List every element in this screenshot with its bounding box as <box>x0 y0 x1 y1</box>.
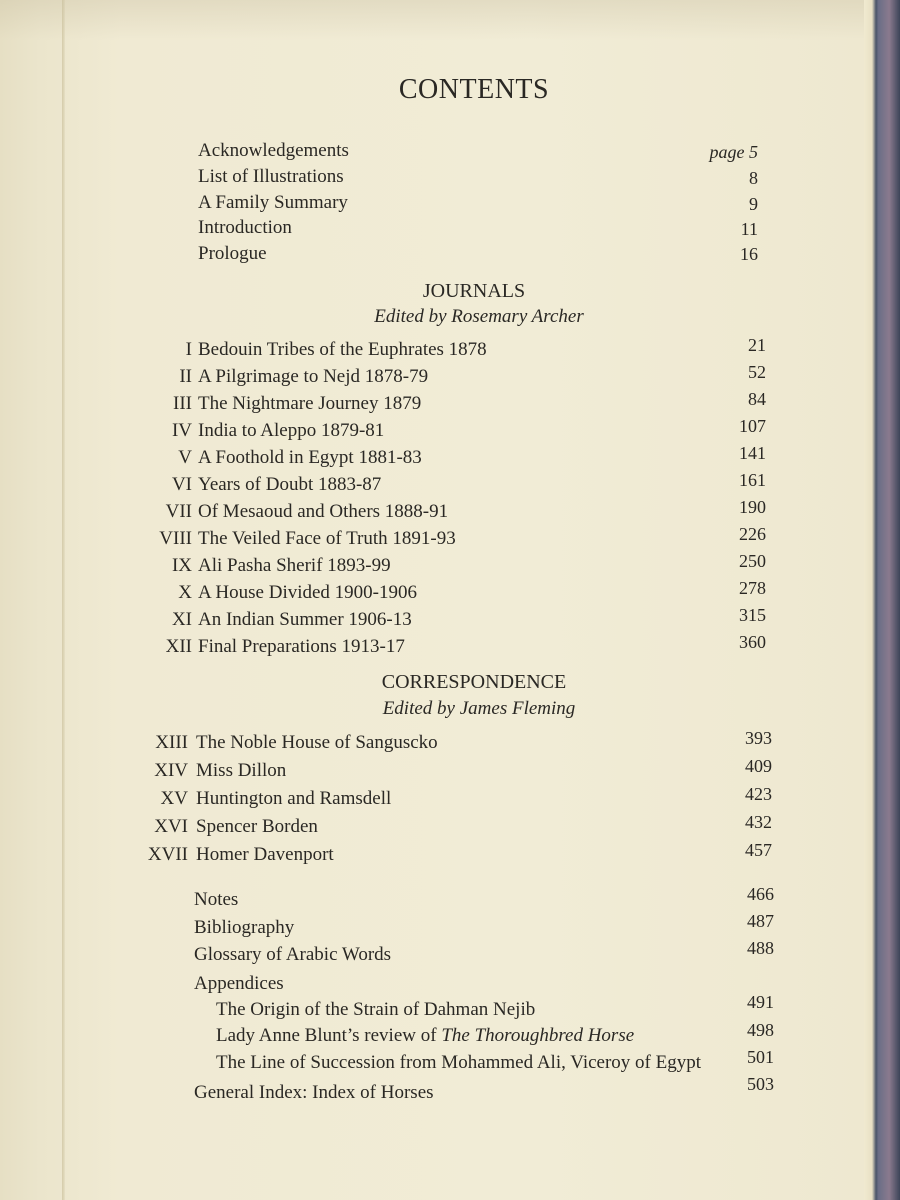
back-item-page: 487 <box>747 911 774 931</box>
front-item-page: page 5 <box>709 142 758 162</box>
front-item-title: Prologue <box>198 243 267 264</box>
chapter-title: India to Aleppo 1879-81 <box>198 420 385 441</box>
chapter-number: XI <box>171 609 192 630</box>
front-item-page: 9 <box>749 194 758 214</box>
chapter-title: Bedouin Tribes of the Euphrates 1878 <box>198 339 487 360</box>
back-item-title: Bibliography <box>194 917 295 938</box>
chapter-number: XII <box>165 636 192 657</box>
chapter-number: I <box>185 339 192 360</box>
chapter-page: 423 <box>745 784 772 804</box>
chapter-title: The Veiled Face of Truth 1891-93 <box>198 528 456 549</box>
chapter-title: Homer Davenport <box>196 844 334 865</box>
back-item-page: 466 <box>747 884 774 904</box>
contents-heading: CONTENTS <box>398 74 550 105</box>
appendix-title: The Line of Succession from Mohammed Ali, Viceroy of Egypt <box>216 1052 702 1073</box>
chapter-page: 84 <box>748 389 766 409</box>
chapter-page: 360 <box>739 632 766 652</box>
chapter-number: XIII <box>155 732 188 753</box>
appendix-title: The Origin of the Strain of Dahman Nejib <box>216 999 536 1020</box>
chapter-number: V <box>178 447 192 468</box>
chapter-number: XVI <box>154 816 188 837</box>
front-item-page: 8 <box>749 168 758 188</box>
chapter-page: 409 <box>745 756 772 776</box>
journals-heading: JOURNALS <box>422 280 526 302</box>
chapter-number: XIV <box>154 760 188 781</box>
front-item-title: Introduction <box>198 217 292 238</box>
front-item-page: 11 <box>740 219 758 239</box>
chapter-number: XVII <box>147 844 188 865</box>
chapter-number: VII <box>165 501 192 522</box>
front-item-title: A Family Summary <box>198 192 348 213</box>
chapter-page: 21 <box>748 335 766 355</box>
front-item-title: Acknowledgements <box>198 140 349 161</box>
chapter-number: IV <box>171 420 192 441</box>
chapter-number: VIII <box>159 528 192 549</box>
index-page: 503 <box>747 1074 774 1094</box>
chapter-number: II <box>179 366 192 387</box>
chapter-title: An Indian Summer 1906-13 <box>198 609 412 630</box>
page-shadow <box>0 0 884 40</box>
chapter-title: A Pilgrimage to Nejd 1878-79 <box>198 366 429 387</box>
chapter-number: VI <box>171 474 192 495</box>
chapter-number: III <box>173 393 192 414</box>
chapter-title: The Nightmare Journey 1879 <box>198 393 422 414</box>
book-edge <box>864 0 900 1200</box>
chapter-page: 52 <box>748 362 766 382</box>
appendix-title-italic: The Thoroughbred Horse <box>441 1025 635 1046</box>
chapter-page: 393 <box>745 728 772 748</box>
chapter-page: 161 <box>739 470 766 490</box>
chapter-page: 432 <box>745 812 772 832</box>
chapter-page: 250 <box>739 551 766 571</box>
chapter-page: 457 <box>745 840 772 860</box>
back-item-title: Notes <box>194 889 239 910</box>
chapter-title: The Noble House of Sanguscko <box>196 732 438 753</box>
front-item-title: List of Illustrations <box>198 166 344 187</box>
correspondence-editor: Edited by James Fleming <box>382 698 576 719</box>
chapter-title: Spencer Borden <box>196 816 318 837</box>
chapter-title: Of Mesaoud and Others 1888-91 <box>198 501 449 522</box>
appendix-title-prefix: Lady Anne Blunt’s review of <box>216 1025 442 1046</box>
chapter-title: Huntington and Ramsdell <box>196 788 392 809</box>
chapter-title: Years of Doubt 1883-87 <box>198 474 382 495</box>
chapter-number: XV <box>160 788 188 809</box>
back-item-page: 488 <box>747 938 774 958</box>
chapter-page: 107 <box>739 416 766 436</box>
page-gutter <box>62 0 65 1200</box>
chapter-page: 190 <box>739 497 766 517</box>
journals-editor: Edited by Rosemary Archer <box>374 306 584 327</box>
correspondence-heading: CORRESPONDENCE <box>381 671 567 693</box>
front-item-page: 16 <box>740 244 758 264</box>
chapter-page: 226 <box>739 524 766 544</box>
chapter-page: 315 <box>739 605 766 625</box>
chapter-title: A House Divided 1900-1906 <box>198 582 418 603</box>
appendix-title <box>216 1025 634 1047</box>
chapter-title: A Foothold in Egypt 1881-83 <box>198 447 422 468</box>
index-title: General Index: Index of Horses <box>194 1082 434 1103</box>
chapter-page: 141 <box>739 443 766 463</box>
chapter-title: Ali Pasha Sherif 1893-99 <box>198 555 391 576</box>
chapter-number: IX <box>171 555 192 576</box>
chapter-page: 278 <box>739 578 766 598</box>
chapter-title: Miss Dillon <box>196 760 287 781</box>
back-item-title: Glossary of Arabic Words <box>194 944 392 965</box>
appendix-page: 501 <box>747 1047 774 1067</box>
appendix-page: 498 <box>747 1020 774 1040</box>
chapter-number: X <box>178 582 192 603</box>
back-item-title: Appendices <box>194 973 284 994</box>
chapter-title: Final Preparations 1913-17 <box>198 636 405 657</box>
appendix-page: 491 <box>747 992 774 1012</box>
